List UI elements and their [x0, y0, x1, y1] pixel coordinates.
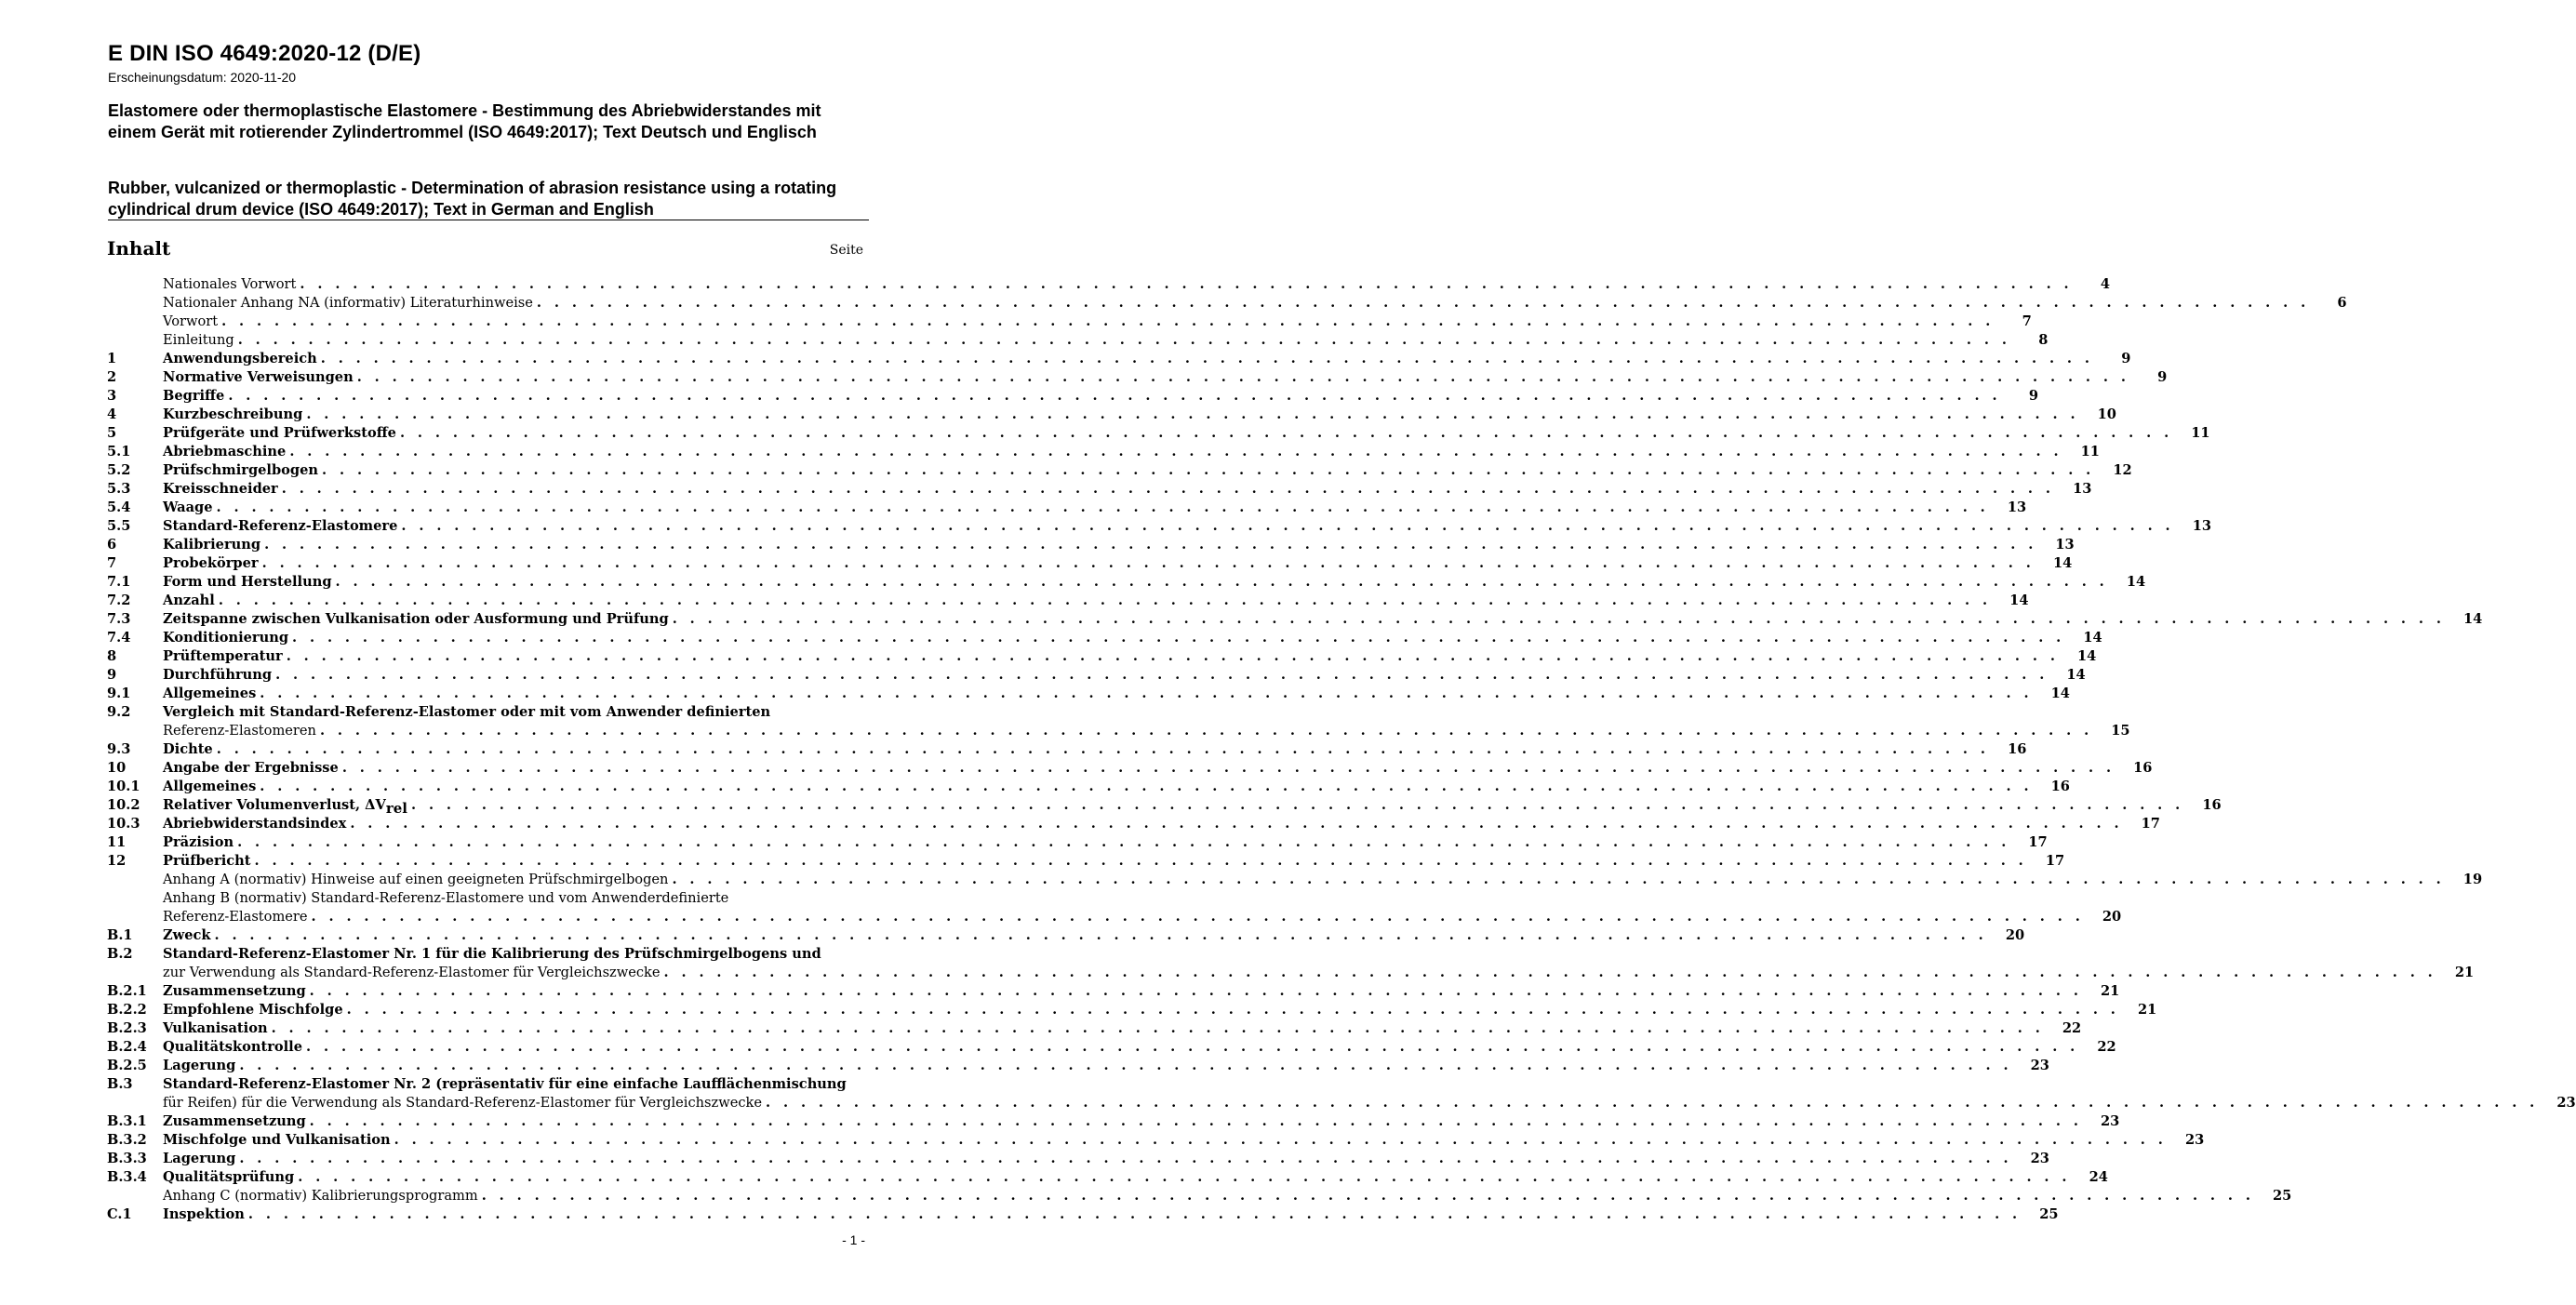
- toc-entry-page: 11: [2080, 444, 2100, 459]
- toc-entry-number: B.2.3: [107, 1020, 147, 1036]
- toc-entry-number: 12: [107, 853, 127, 869]
- toc-entry-title: [163, 629, 288, 647]
- toc-entry-title: [163, 1205, 245, 1224]
- toc-dot-leader: [239, 1057, 2012, 1075]
- toc-entry-page: 8: [2038, 332, 2049, 348]
- toc-entry[interactable]: [107, 1112, 2120, 1131]
- toc-entry-title-text: Zusammensetzung: [163, 1113, 306, 1129]
- toc-entry[interactable]: [107, 536, 2075, 554]
- toc-entry-page: 4: [2100, 276, 2111, 292]
- publication-date: Erscheinungsdatum: 2020-11-20: [108, 70, 297, 85]
- toc-dot-leader: [239, 1150, 2012, 1168]
- page-number: - 1 -: [842, 1232, 865, 1247]
- toc-entry-page: 16: [2202, 797, 2222, 813]
- toc-entry[interactable]: [107, 1131, 2205, 1150]
- toc-dot-leader: [310, 982, 2083, 1001]
- toc-entry[interactable]: [107, 982, 2120, 1001]
- toc-entry-number: 7.4: [107, 630, 131, 646]
- toc-entry-number: 5.4: [107, 499, 131, 515]
- toc-entry-title: [163, 1019, 268, 1038]
- toc-dot-leader: [260, 685, 2033, 703]
- toc-entry-title: [163, 1150, 235, 1168]
- toc-entry-title: [163, 889, 728, 908]
- toc-entry-page: 25: [2039, 1206, 2059, 1222]
- toc-entry-page: 23: [2556, 1095, 2576, 1111]
- toc-entry-title: [163, 685, 256, 703]
- toc-entry-title-text: Inspektion: [163, 1206, 245, 1222]
- toc-entry-title-text: Waage: [163, 499, 213, 515]
- toc-entry-number: 9.1: [107, 686, 131, 701]
- toc-entry-number: 5.2: [107, 462, 131, 478]
- toc-entry-title-subscript: rel: [385, 800, 407, 817]
- toc-entry-number: 4: [107, 406, 117, 422]
- toc-entry-page: 21: [2137, 1002, 2157, 1018]
- toc-dot-leader: [298, 1168, 2071, 1187]
- toc-entry-title: [163, 1057, 235, 1075]
- toc-entry-number: 9: [107, 667, 117, 683]
- toc-entry-page: 19: [2463, 872, 2483, 887]
- toc-entry[interactable]: [107, 461, 2132, 480]
- toc-entry-title: [163, 406, 302, 424]
- toc-dot-leader: [300, 275, 2073, 294]
- toc-entry-number: 5: [107, 425, 117, 441]
- toc-entry-title-text: Vergleich mit Standard-Referenz-Elastomer oder mit vom Anwender definierten: [163, 704, 771, 720]
- toc-entry-title-text: Abriebwiderstandsindex: [163, 816, 347, 832]
- toc-entry[interactable]: [107, 647, 2097, 666]
- toc-entry-number: 2: [107, 369, 117, 385]
- toc-entry-title: [163, 1112, 306, 1131]
- toc-entry[interactable]: [107, 313, 2032, 331]
- toc-entry[interactable]: [107, 406, 2116, 424]
- page-column-label: Seite: [829, 243, 863, 258]
- toc-entry-title: [163, 945, 821, 964]
- toc-dot-leader: [336, 573, 2109, 592]
- toc-entry-title-text: Vulkanisation: [163, 1020, 268, 1036]
- toc-dot-leader: [282, 480, 2055, 499]
- toc-entry-title: [163, 313, 218, 331]
- toc-entry-title: [163, 815, 346, 833]
- toc-entry-number: 9.2: [107, 704, 131, 720]
- toc-entry-title-text: Kreisschneider: [163, 481, 278, 497]
- toc-entry-number: 7: [107, 555, 117, 571]
- toc-entry-page: 9: [2157, 369, 2168, 385]
- toc-entry[interactable]: [107, 294, 2347, 313]
- toc-dot-leader: [306, 1038, 2079, 1057]
- toc-entry-title-text: Mischfolge und Vulkanisation: [163, 1132, 391, 1148]
- toc-entry-title-text: Empfohlene Mischfolge: [163, 1002, 343, 1018]
- toc-entry-title-text: Lagerung: [163, 1151, 236, 1166]
- toc-dot-leader: [255, 852, 2028, 871]
- toc-entry[interactable]: [107, 368, 2168, 387]
- toc-entry-page: 14: [2077, 648, 2097, 664]
- toc-entry-title-text: Kurzbeschreibung: [163, 406, 303, 422]
- toc-entry-number: 7.1: [107, 574, 131, 590]
- toc-entry[interactable]: [107, 945, 864, 964]
- toc-entry-title: [163, 1094, 762, 1112]
- toc-entry-page: 23: [2030, 1151, 2049, 1166]
- toc-entry-number: 7.3: [107, 611, 131, 627]
- toc-entry-number: 8: [107, 648, 117, 664]
- toc-entry-title-text: Anhang C (normativ) Kalibrierungsprogramm: [163, 1188, 478, 1204]
- toc-entry-page: 13: [2007, 499, 2027, 515]
- toc-entry[interactable]: [107, 852, 2065, 871]
- toc-dot-leader: [237, 833, 2010, 852]
- toc-entry-page: 24: [2089, 1169, 2108, 1185]
- toc-dot-leader: [312, 908, 2085, 926]
- toc-entry-page: 13: [2055, 537, 2075, 553]
- toc-entry-title-text: Allgemeines: [163, 779, 257, 794]
- toc-dot-leader: [275, 666, 2049, 685]
- toc-entry-page: 21: [2101, 983, 2120, 999]
- toc-entry-page: 13: [2073, 481, 2092, 497]
- toc-entry[interactable]: [107, 703, 864, 722]
- toc-entry[interactable]: [107, 499, 2027, 517]
- toc-entry-title-text: Dichte: [163, 741, 213, 757]
- toc-entry-title: [163, 1075, 847, 1094]
- toc-entry-page: 14: [2066, 667, 2086, 683]
- toc-entry[interactable]: [107, 759, 2153, 778]
- toc-entry[interactable]: [107, 554, 2073, 573]
- toc-entry[interactable]: [107, 666, 2086, 685]
- toc-entry-title: [163, 908, 308, 926]
- toc-entry-title-text: Qualitätskontrolle: [163, 1039, 303, 1055]
- toc-entry-title-text: Zweck: [163, 927, 211, 943]
- toc-entry[interactable]: [107, 1057, 2049, 1075]
- toc-entry-page: 13: [2192, 518, 2212, 534]
- toc-entry-page: 20: [2102, 909, 2122, 925]
- toc-entry[interactable]: [107, 871, 2483, 889]
- toc-entry-title: [163, 536, 260, 554]
- toc-entry-number: B.3.3: [107, 1151, 147, 1166]
- toc-entry-title-text: Konditionierung: [163, 630, 289, 646]
- toc-entry-title: [163, 833, 234, 852]
- toc-entry-title-text: Qualitätsprüfung: [163, 1169, 295, 1185]
- toc-entry-title-text: Normative Verweisungen: [163, 369, 354, 385]
- toc-entry-page: 9: [2121, 351, 2131, 366]
- toc-dot-leader: [537, 294, 2310, 313]
- toc-entry-title: [163, 871, 668, 889]
- toc-entry[interactable]: [107, 610, 2483, 629]
- toc-entry[interactable]: [107, 833, 2048, 852]
- toc-entry-title: [163, 1038, 302, 1057]
- toc-dot-leader: [347, 1001, 2120, 1019]
- toc-entry-page: 20: [2005, 927, 2025, 943]
- toc-entry-page: 16: [2133, 760, 2153, 776]
- toc-dot-leader: [664, 964, 2437, 982]
- toc-dot-leader: [228, 387, 2001, 406]
- toc-entry-title-text: Relativer Volumenverlust, ΔV: [163, 797, 386, 813]
- toc-entry-title: [163, 1131, 391, 1150]
- toc-dot-leader: [342, 759, 2116, 778]
- toc-entry[interactable]: [107, 908, 2122, 926]
- toc-entry-number: 1: [107, 351, 117, 366]
- toc-entry-title-text: Standard-Referenz-Elastomer Nr. 1 für die Kalibrierung des Prüfschmirgelbogens und: [163, 946, 821, 962]
- toc-dot-leader: [673, 610, 2446, 629]
- toc-dot-leader: [672, 871, 2445, 889]
- toc-entry-title-text: Nationaler Anhang NA (informativ) Literaturhinweise: [163, 295, 533, 311]
- toc-entry-title: [163, 647, 283, 666]
- toc-entry-title-text: Nationales Vorwort: [163, 276, 297, 292]
- toc-entry[interactable]: [107, 424, 2210, 443]
- toc-entry-number: 3: [107, 388, 117, 404]
- toc-entry[interactable]: [107, 1019, 2082, 1038]
- toc-entry[interactable]: [107, 1187, 2292, 1205]
- toc-entry-page: 9: [2028, 388, 2038, 404]
- toc-dot-leader: [400, 424, 2173, 443]
- toc-dot-leader: [217, 499, 1990, 517]
- toc-entry-title: [163, 778, 256, 796]
- toc-entry-title: [163, 294, 533, 313]
- toc-dot-leader: [221, 313, 1995, 331]
- toc-entry-title-text: Anzahl: [163, 593, 215, 608]
- toc-entry-title: [163, 331, 234, 350]
- toc-dot-leader: [322, 461, 2095, 480]
- toc-dot-leader: [238, 331, 2011, 350]
- toc-entry-page: 16: [2050, 779, 2070, 794]
- toc-entry-page: 15: [2111, 723, 2130, 739]
- toc-entry-number: 5.3: [107, 481, 131, 497]
- toc-entry-number: 10.1: [107, 779, 140, 794]
- toc-entry-page: 7: [2022, 313, 2032, 329]
- toc-dot-leader: [287, 647, 2060, 666]
- toc-heading: Inhalt: [107, 237, 171, 260]
- toc-entry[interactable]: [107, 629, 2102, 647]
- table-of-contents: [107, 275, 2576, 1224]
- toc-entry[interactable]: [107, 815, 2160, 833]
- toc-entry-number: B.2.1: [107, 983, 147, 999]
- toc-entry-title-text: Zeitspanne zwischen Vulkanisation oder Ausformung und Prüfung: [163, 611, 669, 627]
- toc-entry[interactable]: [107, 889, 864, 908]
- toc-entry-title-text: Zusammensetzung: [163, 983, 306, 999]
- toc-entry-number: B.2: [107, 946, 133, 962]
- toc-entry-page: 22: [2097, 1039, 2116, 1055]
- toc-entry-title: [163, 387, 224, 406]
- toc-entry-number: B.3.2: [107, 1132, 147, 1148]
- toc-entry[interactable]: [107, 480, 2092, 499]
- toc-entry-number: B.2.5: [107, 1058, 147, 1073]
- toc-entry-title-text: Standard-Referenz-Elastomere: [163, 518, 398, 534]
- toc-entry-title-text: Durchführung: [163, 667, 273, 683]
- toc-dot-leader: [272, 1019, 2045, 1038]
- toc-entry-page: 10: [2097, 406, 2116, 422]
- toc-entry-number: 5.5: [107, 518, 131, 534]
- toc-dot-leader: [264, 536, 2037, 554]
- toc-entry-page: 23: [2101, 1113, 2120, 1129]
- document-id: E DIN ISO 4649:2020-12 (D/E): [108, 41, 421, 66]
- toc-entry-title: [163, 368, 354, 387]
- toc-entry-title: [163, 759, 339, 778]
- toc-entry-page: 14: [2050, 686, 2070, 701]
- toc-entry[interactable]: [107, 1001, 2157, 1019]
- toc-dot-leader: [217, 740, 1990, 759]
- toc-entry-title-text: Vorwort: [163, 313, 219, 329]
- toc-entry[interactable]: [107, 1075, 864, 1094]
- title-english: Rubber, vulcanized or thermoplastic - Determination of abrasion resistance using a rotating cylindrical drum device (ISO 4649:2017); Text in German and English: [108, 179, 837, 219]
- toc-entry-number: 9.3: [107, 741, 131, 757]
- toc-entry[interactable]: [107, 517, 2212, 536]
- toc-entry[interactable]: [107, 926, 2025, 945]
- toc-entry-title: [163, 573, 332, 592]
- toc-dot-leader: [219, 592, 1992, 610]
- toc-entry[interactable]: [107, 964, 2475, 982]
- toc-entry-title-text: Anwendungsbereich: [163, 351, 317, 366]
- toc-entry-page: 17: [2141, 816, 2160, 832]
- toc-entry-title-text: Begriffe: [163, 388, 225, 404]
- toc-entry-title-text: Abriebmaschine: [163, 444, 287, 459]
- toc-entry-page: 22: [2062, 1020, 2082, 1036]
- toc-entry[interactable]: [107, 1205, 2059, 1224]
- toc-entry-title: [163, 443, 286, 461]
- toc-entry-title-text: Anhang B (normativ) Standard-Referenz-Elastomere und vom Anwenderdefinierte: [163, 890, 729, 906]
- toc-dot-leader: [321, 350, 2094, 368]
- toc-entry-title: [163, 610, 669, 629]
- toc-entry-title: [163, 703, 770, 722]
- toc-entry[interactable]: [107, 387, 2038, 406]
- toc-dot-leader: [310, 1112, 2083, 1131]
- toc-entry-number: 11: [107, 834, 127, 850]
- toc-entry-title-text: Prüftemperatur: [163, 648, 283, 664]
- toc-entry-title-text: Präzision: [163, 834, 234, 850]
- toc-entry-title-text: Einleitung: [163, 332, 234, 348]
- toc-entry-title: [163, 350, 317, 368]
- toc-entry-number: 10.3: [107, 816, 140, 832]
- toc-entry-title-text: Anhang A (normativ) Hinweise auf einen geeigneten Prüfschmirgelbogen: [163, 872, 669, 887]
- toc-entry-title: [163, 722, 316, 740]
- toc-dot-leader: [766, 1094, 2539, 1112]
- toc-entry-title-text: Kalibrierung: [163, 537, 261, 553]
- toc-entry-title: [163, 982, 306, 1001]
- toc-entry[interactable]: [107, 331, 2049, 350]
- toc-entry-number: 10: [107, 760, 127, 776]
- toc-entry-title: [163, 461, 318, 480]
- toc-dot-leader: [401, 517, 2174, 536]
- toc-entry-title-text: Standard-Referenz-Elastomer Nr. 2 (repräsentativ für eine einfache Laufflächenmischung: [163, 1076, 847, 1092]
- toc-entry-number: B.3.4: [107, 1169, 147, 1185]
- toc-entry-title: [163, 852, 251, 871]
- toc-entry-page: 14: [2009, 593, 2029, 608]
- toc-entry-title: [163, 554, 259, 573]
- toc-dot-leader: [292, 629, 2065, 647]
- toc-entry-number: 5.1: [107, 444, 131, 459]
- toc-entry-page: 6: [2337, 295, 2347, 311]
- toc-entry[interactable]: [107, 685, 2070, 703]
- toc-entry-title: [163, 480, 278, 499]
- toc-entry-title-text: Referenz-Elastomeren: [163, 723, 316, 739]
- toc-entry-number: B.2.4: [107, 1039, 147, 1055]
- toc-entry-title-text: Angabe der Ergebnisse: [163, 760, 339, 776]
- toc-entry-number: B.3.1: [107, 1113, 147, 1129]
- toc-entry-page: 16: [2008, 741, 2027, 757]
- toc-dot-leader: [215, 926, 1988, 945]
- toc-entry-number: B.2.2: [107, 1002, 147, 1018]
- toc-entry-title-text: Prüfschmirgelbogen: [163, 462, 319, 478]
- toc-entry-title-text: Lagerung: [163, 1058, 236, 1073]
- toc-entry-page: 14: [2052, 555, 2073, 571]
- toc-entry[interactable]: [107, 443, 2100, 461]
- toc-entry-number: 7.2: [107, 593, 131, 608]
- toc-entry-title: [163, 1187, 478, 1205]
- toc-entry-title: [163, 926, 211, 945]
- toc-entry-page: 17: [2045, 853, 2065, 869]
- toc-entry[interactable]: [107, 796, 2222, 817]
- toc-dot-leader: [262, 554, 2035, 573]
- toc-dot-leader: [482, 1187, 2255, 1205]
- toc-dot-leader: [357, 368, 2130, 387]
- toc-entry-title: [163, 964, 661, 982]
- toc-entry-title: [163, 740, 213, 759]
- toc-entry-title: [163, 517, 397, 536]
- toc-entry-title-text: für Reifen) für die Verwendung als Standard-Referenz-Elastomer für Vergleichszwecke: [163, 1095, 763, 1111]
- toc-entry-title-text: Prüfgeräte und Prüfwerkstoffe: [163, 425, 396, 441]
- toc-entry[interactable]: [107, 722, 2130, 740]
- toc-entry-page: 23: [2184, 1132, 2205, 1148]
- toc-entry-page: 12: [2113, 462, 2132, 478]
- toc-entry-title: [163, 1168, 294, 1187]
- toc-entry-title-text: zur Verwendung als Standard-Referenz-Elastomer für Vergleichszwecke: [163, 965, 661, 980]
- toc-dot-leader: [306, 406, 2079, 424]
- toc-entry-page: 11: [2191, 425, 2210, 441]
- toc-entry-title: [163, 592, 215, 610]
- toc-entry-title: [163, 499, 213, 517]
- toc-entry-title-text: Form und Herstellung: [163, 574, 332, 590]
- toc-entry-title-text: Referenz-Elastomere: [163, 909, 308, 925]
- toc-entry-page: 17: [2028, 834, 2048, 850]
- toc-dot-leader: [289, 443, 2062, 461]
- toc-entry-number: B.1: [107, 927, 133, 943]
- toc-entry-title-text: Prüfbericht: [163, 853, 251, 869]
- toc-entry-title: [163, 1001, 343, 1019]
- toc-entry[interactable]: [107, 1038, 2116, 1057]
- toc-entry-page: 23: [2030, 1058, 2049, 1073]
- toc-entry-title-text: Allgemeines: [163, 686, 257, 701]
- toc-dot-leader: [394, 1131, 2168, 1150]
- toc-entry-number: 6: [107, 537, 117, 553]
- toc-entry-title: [163, 275, 296, 294]
- toc-dot-leader: [248, 1205, 2022, 1224]
- toc-entry-number: B.3: [107, 1076, 133, 1092]
- toc-entry[interactable]: [107, 1150, 2049, 1168]
- toc-entry[interactable]: [107, 778, 2070, 796]
- toc-dot-leader: [260, 778, 2033, 796]
- toc-entry-page: 14: [2083, 630, 2102, 646]
- toc-entry-title: [163, 666, 272, 685]
- toc-entry-number: C.1: [107, 1206, 132, 1222]
- toc-entry[interactable]: [107, 740, 2027, 759]
- toc-dot-leader: [320, 722, 2093, 740]
- toc-entry[interactable]: [107, 350, 2131, 368]
- toc-dot-leader: [411, 796, 2184, 815]
- toc-entry[interactable]: [107, 573, 2146, 592]
- toc-entry-number: 10.2: [107, 797, 140, 813]
- title-german: Elastomere oder thermoplastische Elastomere - Bestimmung des Abriebwiderstandes mit einem Gerät mit rotierender Zylindertrommel (ISO 4649:2017); Text Deutsch und Englisch: [108, 101, 821, 141]
- toc-entry[interactable]: [107, 1094, 2576, 1112]
- toc-dot-leader: [350, 815, 2123, 833]
- toc-entry[interactable]: [107, 592, 2029, 610]
- toc-entry-page: 25: [2273, 1188, 2292, 1204]
- toc-entry-page: 14: [2126, 574, 2146, 590]
- toc-entry[interactable]: [107, 275, 2111, 294]
- toc-entry-page: 14: [2463, 611, 2483, 627]
- toc-entry-page: 21: [2454, 965, 2475, 980]
- toc-entry-title: [163, 424, 396, 443]
- toc-entry-title-text: Probekörper: [163, 555, 259, 571]
- toc-entry[interactable]: [107, 1168, 2108, 1187]
